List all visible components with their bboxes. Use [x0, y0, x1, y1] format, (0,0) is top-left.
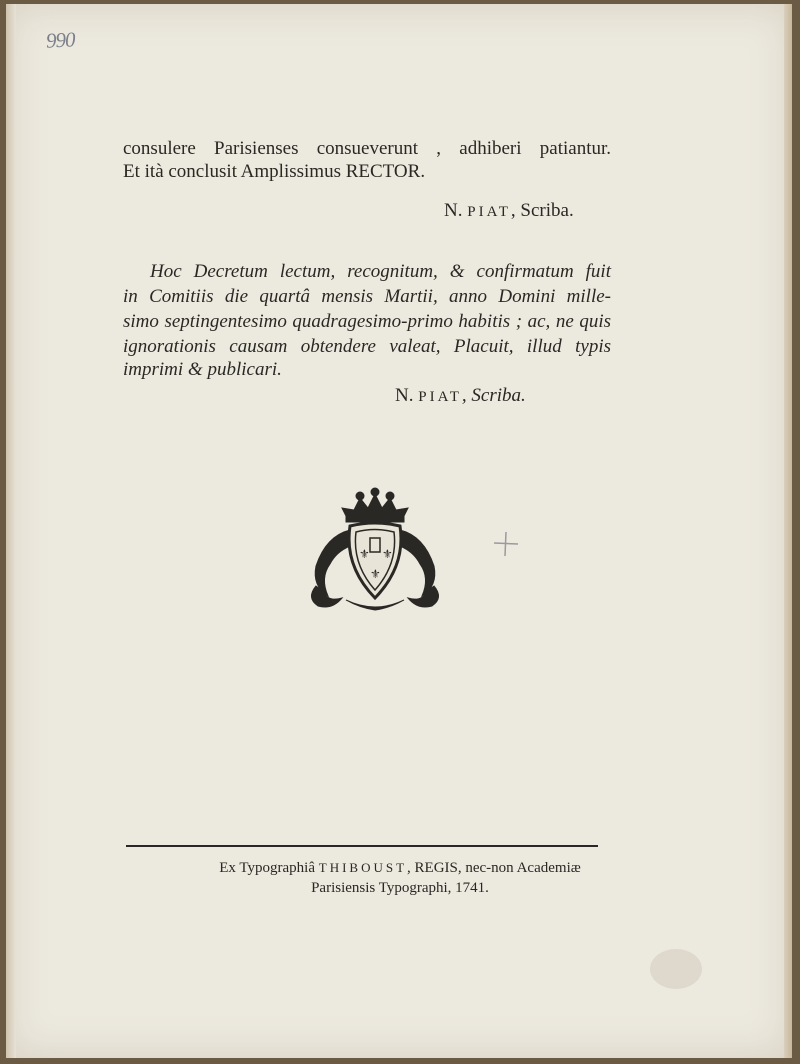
svg-text:⚜: ⚜: [359, 547, 370, 561]
svg-text:⚜: ⚜: [382, 547, 393, 561]
decree-line-1: Hoc Decretum lectum, recognitum, & confirmatum fuit: [150, 261, 611, 282]
imprint-printer: THIBOUST: [318, 860, 408, 875]
page-edge: [784, 4, 792, 1058]
signature-initial: N.: [395, 385, 414, 406]
divider-rule: [126, 845, 598, 847]
paper-stain: [646, 944, 706, 994]
decree-line-2: in Comitiis die quartâ mensis Martii, anno Domini mille-: [123, 286, 611, 307]
signature-2: [395, 385, 526, 407]
decree-line-5: imprimi & publicari.: [123, 359, 282, 380]
signature-title: , Scriba.: [461, 385, 526, 406]
pencil-cross-mark: [492, 530, 520, 558]
royal-crest-icon: [306, 486, 444, 616]
signature-1: [444, 200, 574, 222]
imprint-line-1: [0, 860, 800, 877]
text-line-1: consulere Parisienses consueverunt , adhiberi patiantur.: [123, 138, 611, 159]
decree-line-3: simo septingentesimo quadragesimo-primo habitis ; ac, ne quis: [123, 311, 611, 332]
svg-text:⚜: ⚜: [370, 567, 381, 581]
binding-edge: [6, 4, 16, 1058]
signature-name: PIAT: [467, 204, 511, 220]
signature-title: , Scriba.: [510, 200, 574, 221]
signature-initial: N.: [444, 200, 463, 221]
imprint-post: , REGIS, nec-non Academiæ: [407, 860, 581, 876]
text-line-2: Et ità conclusit Amplissimus RECTOR.: [123, 161, 426, 182]
folio-number: 990: [45, 27, 76, 53]
imprint-line-2: Parisiensis Typographi, 1741.: [311, 880, 489, 896]
decree-line-4: ignorationis causam obtendere valeat, Placuit, illud typis: [123, 336, 611, 357]
imprint-pre: Ex Typographiâ: [219, 860, 315, 876]
document-page: [6, 4, 792, 1058]
signature-name: PIAT: [418, 389, 462, 405]
